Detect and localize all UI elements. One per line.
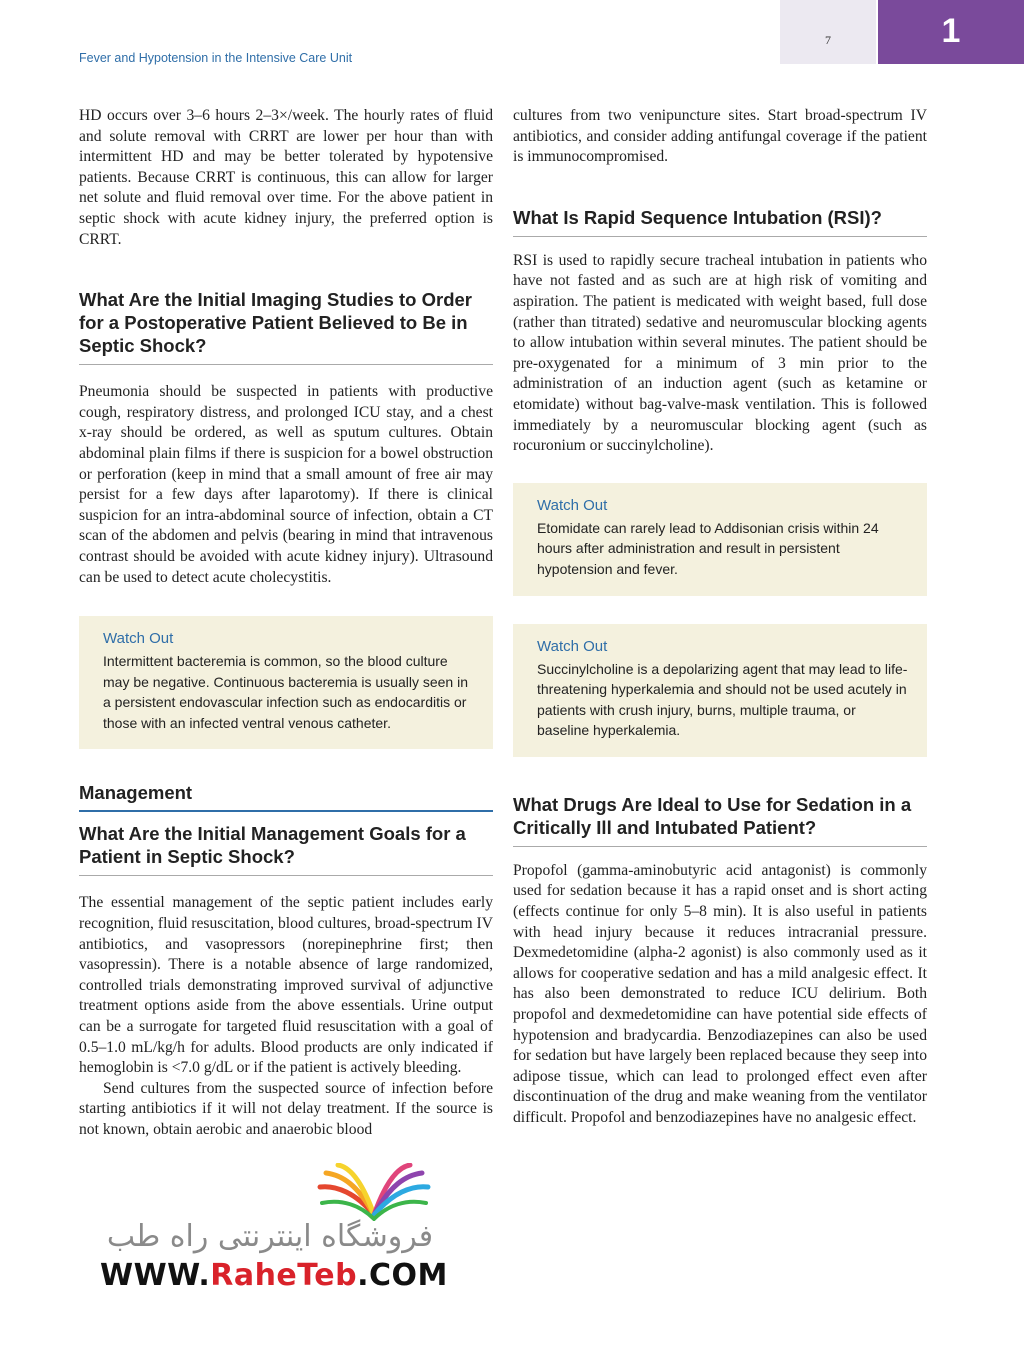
watch-out-box-succinylcholine [513, 624, 927, 757]
watch-out-title: Watch Out [537, 496, 608, 514]
heading-management-goals: What Are the Initial Management Goals for a Patient in Septic Shock? [79, 822, 493, 876]
heading-rsi: What Is Rapid Sequence Intubation (RSI)? [513, 206, 927, 237]
open-book-logo-icon [316, 1163, 432, 1221]
heading-sedation: What Drugs Are Ideal to Use for Sedation in a Critically Ill and Intubated Patient? [513, 793, 927, 847]
paragraph-sedation: Propofol (gamma-aminobutyric acid antagonist) is commonly used for sedation because it has a rapid onset and is short acting (effects continue for only 5–8 min). It is also useful in patients with head injury because it reduces intracranial pressure. Dexmedetomidine (alpha-2 agonist) is also commonly used as it allows for cooperative sedation and has a mild analgesic effect. It has also been demonstrated to reduce ICU delirium. Both propofol and dexmedetomidine can have potential side effects of hypotension and bradycardia. Benzodiazepines can also be used for sedation but have largely been replaced because they seep into adipose tissue, which can lead to prolonged effect even after discontinuation of the drug and make weaning from the ventilator difficult. Propofol and benzodiazepines have no analgesic effect. [513, 861, 927, 1126]
paragraph-management-goals: The essential management of the septic patient includes early recognition, fluid resuscitation, blood cultures, broad-spectrum IV antibiotics, and vasopressors (norepinephrine first; then vasopressin). There is a notable absence of large randomized, controlled trials demonstrating improved survival of adjunctive treatment options aside from the above essentials. Urine output can be a surrogate for targeted fluid resuscitation with a goal of 0.5–1.0 mL/kg/h for adults. Blood products are only indicated if hemoglobin is <7.0 g/dL or if the patient is actively bleeding. [79, 894, 493, 1077]
watermark-persian-text: فروشگاه اینترنتی راه طب [106, 1219, 434, 1254]
watch-out-title: Watch Out [103, 630, 174, 648]
paragraph-rsi: RSI is used to rapidly secure tracheal intubation in patients who have not fasted and as such are at high risk of vomiting and aspiration. The patient is medicated with weight based, full dose (rather than titrated) sedative and neuromuscular blocking agents to allow intubation within several minutes. The patient should be pre-oxygenated for a minimum of 3 min prior to the administration of an induction agent (such as ketamine or etomidate) without bag-valve-mask ventilation. This is followed immediately by a neuromuscular blocking agent (such as rocuronium or succinylcholine). [513, 251, 927, 455]
right-column [513, 106, 927, 1129]
paragraph-imaging: Pneumonia should be suspected in patients with productive cough, respiratory distress, and prolonged ICU stay, and a chest x-ray should be ordered, as well as sputum cultures. Obtain abdominal plain films if there is suspicion for a bowel obstruction or perforation (keep in mind that a small amount of free air may persist for a few days after laparotomy). If there is clinical suspicion for an intra-abdominal source of infection, obtain a CT scan of the abdomen and pelvis (bearing in mind that intravenous contrast should be avoided with acute kidney injury). Ultrasound can be used to detect acute cholecystitis. [79, 383, 493, 586]
chapter-number: 1 [941, 12, 961, 50]
heading-management: Management [79, 781, 493, 812]
paragraph-intro: HD occurs over 3–6 hours 2–3×/week. The hourly rates of fluid and solute removal with CRRT are lower per hour than with intermittent HD and may be better tolerated by hypotensive patients. Because CRRT is continuous, this can allow for larger net solute and fluid removal over time. For the above patient in septic shock with acute kidney injury, the preferred option is CRRT. [79, 107, 493, 248]
page-number-tab [780, 0, 876, 64]
paragraph-cultures: Send cultures from the suspected source of infection before starting antibiotics if it will not delay treatment. If the source is not known, obtain aerobic and anaerobic blood [79, 1079, 493, 1138]
paragraph-cultures-continued: cultures from two venipuncture sites. Start broad-spectrum IV antibiotics, and consider adding antifungal coverage if the patient is immunocompromised. [513, 107, 927, 166]
watch-out-text: Succinylcholine is a depolarizing agent that may lead to life-threatening hyperkalemia and should not be used acutely in patients with crush injury, burns, multiple trauma, or baseline hyperkalemia. [537, 660, 908, 739]
watch-out-box-bacteremia [79, 616, 493, 749]
watermark-url-prefix: WWW. [100, 1258, 211, 1293]
watermark-url [100, 1258, 448, 1293]
watch-out-title: Watch Out [537, 637, 608, 655]
watermark-url-suffix: .COM [357, 1258, 448, 1293]
left-column [79, 106, 493, 1141]
heading-imaging: What Are the Initial Imaging Studies to Order for a Postoperative Patient Believed to Be in Septic Shock? [79, 288, 493, 365]
watch-out-box-etomidate [513, 483, 927, 596]
watch-out-text: Etomidate can rarely lead to Addisonian crisis within 24 hours after administration and result in persistent hypotension and fever. [537, 519, 879, 577]
watch-out-text: Intermittent bacteremia is common, so the blood culture may be negative. Continuous bacteremia is usually seen in a persistent endovascular infection such as endocarditis or those with an infected ventral venous catheter. [103, 653, 468, 731]
watermark-url-brand: RaheTeb [210, 1258, 358, 1293]
running-head: Fever and Hypotension in the Intensive Care Unit [79, 51, 353, 65]
page-number: 7 [825, 33, 831, 47]
